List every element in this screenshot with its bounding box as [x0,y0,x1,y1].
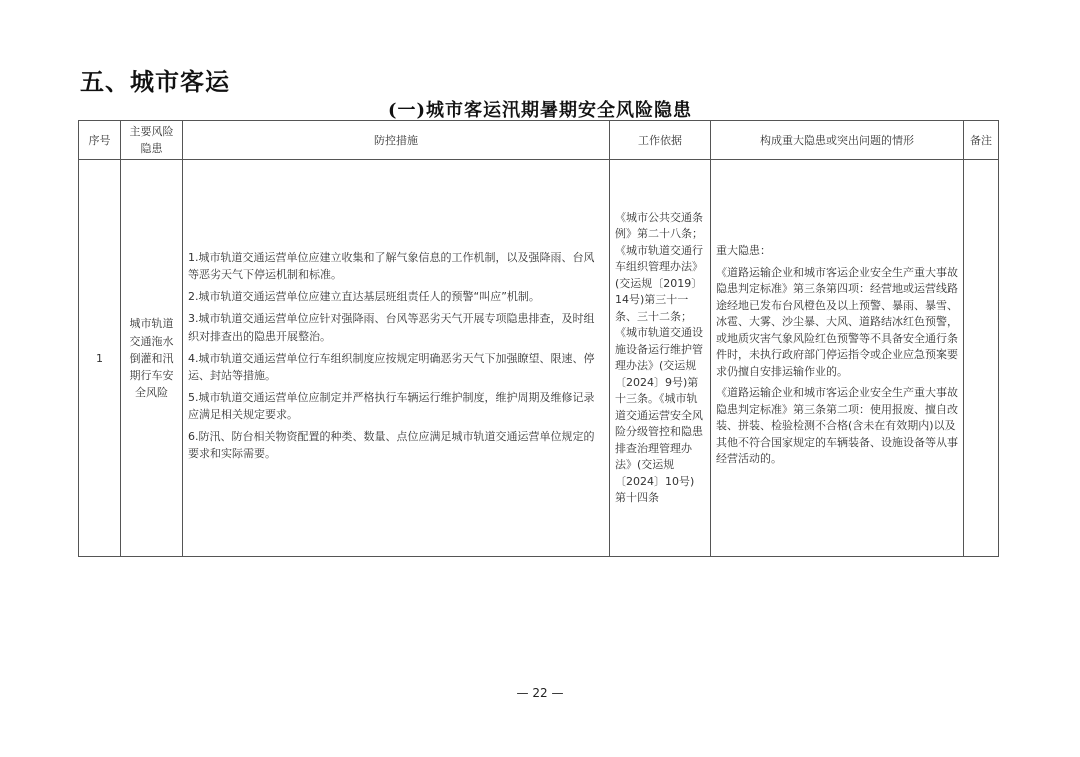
measure-item: 6.防汛、防台相关物资配置的种类、数量、点位应满足城市轨道交通运营单位规定的要求和实际需要。 [188,429,595,460]
measure-item: 2.城市轨道交通运营单位应建立直达基层班组责任人的预警“叫应”机制。 [188,290,540,304]
cell-hazard: 城市轨道交通沲水倒灌和汛期行车安全风险 [121,160,183,557]
col-header-measures: 防控措施 [183,121,610,160]
col-header-situation: 构成重大隐患或突出问题的情形 [711,121,964,160]
measure-item: 3.城市轨道交通运营单位应针对强降雨、台风等恶劣天气开展专项隐患排查，及时组织对排查出的隐患开展整治。 [188,312,595,343]
situation-item: 重大隐患： [716,244,771,258]
cell-situation [711,160,964,557]
measure-item: 4.城市轨道交通运营单位行车组织制度应按规定明确恶劣天气下加强瞭望、限速、停运、封站等措施。 [188,351,595,382]
cell-basis: 《城市公共交通条例》第二十八条；《城市轨道交通行车组织管理办法》(交运规〔2019〕14号)第三十一条、三十二条；《城市轨道交通设施设备运行维护管理办法》(交运规〔2024〕9号)第十三条。《城市轨道交通运营安全风险分级管控和隐患排查治理管理办法》(交运规〔2024〕10号)第十四条 [610,160,711,557]
situation-item: 《道路运输企业和城市客运企业安全生产重大事故隐患判定标准》第三条第二项：使用报废、擅自改装、拼装、检验检测不合格(含未在有效期内)以及其他不符合国家规定的车辆装备、设施设备等从事经营活动的。 [716,386,958,466]
table-title: (一)城市客运汛期暑期安全风险隐患 [387,100,693,121]
cell-remarks [964,160,999,557]
page-number: — 22 — [516,686,564,700]
cell-measures [183,160,610,557]
situation-item: 《道路运输企业和城市客运企业安全生产重大事故隐患判定标准》第三条第四项：经营地或运营线路途经地已发布台风橙色及以上预警、暴雨、暴雪、冰雹、大雾、沙尘暴、大风、道路结冰红色预警，或地质灾害气象风险红色预警等不具备安全通行条件时，未执行政府部门停运指令或企业应急预案要求仍擅自安排运输作业的。 [716,265,958,378]
col-header-hazard: 主要风险隐患 [121,121,183,160]
cell-seq: 1 [79,160,121,557]
table-row [79,160,999,557]
col-header-remarks: 备注 [964,121,999,160]
risk-table [78,120,999,557]
section-heading: 五、城市客运 [80,68,230,96]
col-header-basis: 工作依据 [610,121,711,160]
measure-item: 5.城市轨道交通运营单位应制定并严格执行车辆运行维护制度，维护周期及维修记录应满足相关规定要求。 [188,390,595,421]
col-header-seq: 序号 [79,121,121,160]
table-header-row [79,121,999,160]
measure-item: 1.城市轨道交通运营单位应建立收集和了解气象信息的工作机制，以及强降雨、台风等恶劣天气下停运机制和标准。 [188,251,595,282]
